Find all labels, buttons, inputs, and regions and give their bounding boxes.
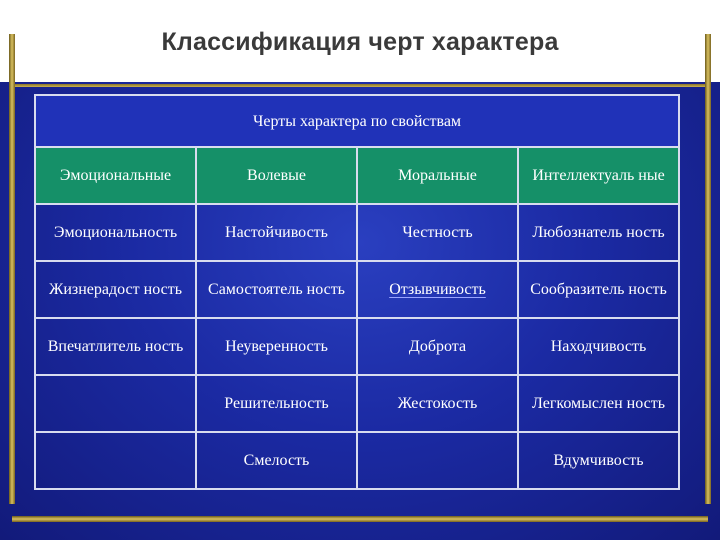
table-cell [357,432,518,489]
table-header-row [35,95,679,147]
table-cell [196,432,357,489]
cell-text: Смелость [243,452,310,469]
cell-text: Честность [402,224,473,241]
cell-text: Вдумчивость [553,452,644,469]
category-label: Интеллектуаль ные [532,167,665,184]
table-cell [196,204,357,261]
table-header-label: Черты характера по свойствам [252,112,462,130]
table-cell [518,375,679,432]
table-cell [357,318,518,375]
cell-text: Впечатлитель ность [47,338,184,355]
table-row [35,318,679,375]
category-label: Моральные [398,167,477,184]
table-row [35,204,679,261]
cell-text: Легкомыслен ность [531,395,666,412]
frame-right-bar [705,34,711,504]
cell-text: Самостоятель ность [208,281,345,298]
table-cell [35,204,196,261]
table-cell [518,318,679,375]
cell-text: Эмоциональность [53,224,178,241]
traits-table [34,94,680,490]
category-label: Эмоциональные [59,167,172,184]
cell-text: Неуверенность [225,338,328,355]
table-cell [35,375,196,432]
table-cell [196,261,357,318]
category-volitional [196,147,357,204]
table-cell [35,432,196,489]
table-cell [35,261,196,318]
table-cell [196,318,357,375]
cell-text: Доброта [408,338,467,355]
table-cell [196,375,357,432]
frame-left-bar [9,34,15,504]
cell-text: Находчивость [550,338,647,355]
frame-bottom-bar [12,516,708,522]
table-cell [35,318,196,375]
cell-text: Жестокость [397,395,478,412]
table-row [35,432,679,489]
cell-text: Жизнерадост ность [49,281,182,298]
table-cell [518,204,679,261]
cell-text: Любознатель ность [532,224,665,241]
table-cell [357,204,518,261]
category-label: Волевые [247,167,306,184]
slide-title: Классификация черт характера [161,28,559,56]
table-row [35,375,679,432]
table-cell [357,261,518,318]
cell-text: Отзывчивость [389,281,486,298]
category-emotional [35,147,196,204]
table-cell [518,261,679,318]
frame-top-line [12,84,708,87]
category-moral [357,147,518,204]
table-cell [518,432,679,489]
cell-text: Решительность [224,395,329,412]
cell-text: Сообразитель ность [530,281,667,298]
table-cell [357,375,518,432]
title-band [0,0,720,82]
category-row [35,147,679,204]
category-intellectual [518,147,679,204]
table-header [35,95,679,147]
cell-text: Настойчивость [225,224,328,241]
table-row [35,261,679,318]
